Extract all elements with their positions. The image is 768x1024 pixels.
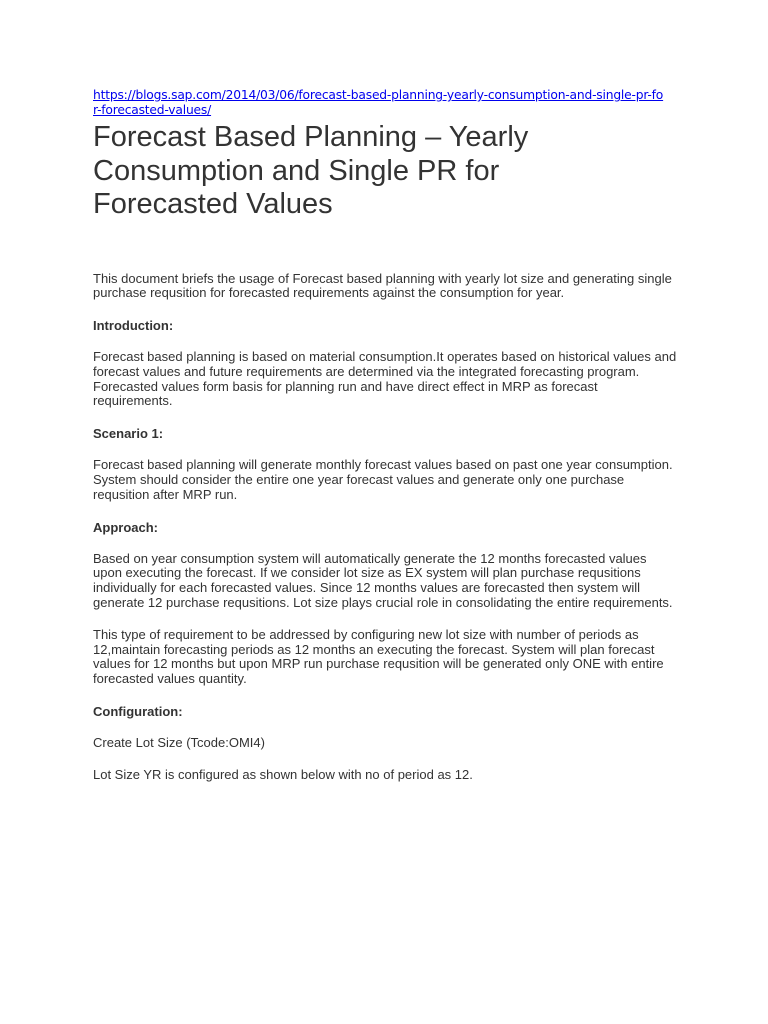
approach-paragraph-1: Based on year consumption system will automatically generate the 12 months forecasted values upon executing the forecast. If we consider lot size as EX system will plan purchase requsitions individually for each forecasted values. Since 12 months values are forecasted then system will generate 12 purchase requsitions. Lot size plays crucial role in consolidating the entire requirements.	[93, 550, 673, 611]
configuration-paragraph-1: Create Lot Size (Tcode:OMI4)	[93, 735, 265, 751]
approach-paragraph-2: This type of requirement to be addressed by configuring new lot size with number of periods as 12,maintain forecasting periods as 12 months an executing the forecast. System will plan forecast values for 12 months but upon MRP run purchase requsition will be generated only ONE with entire forecasted values quantity.	[93, 626, 664, 687]
spacer	[93, 687, 678, 704]
document-page	[93, 88, 678, 783]
configuration-paragraph-2: Lot Size YR is configured as shown below with no of period as 12.	[93, 766, 473, 782]
scenario-1-heading: Scenario 1:	[93, 426, 164, 442]
spacer	[93, 301, 678, 318]
spacer	[93, 441, 678, 458]
spacer	[93, 503, 678, 520]
scenario-1-paragraph: Forecast based planning will generate monthly forecast values based on past one year consumption. System should consider the entire one year forecast values and generate only one purchase requsition after MRP run.	[93, 457, 673, 502]
configuration-heading: Configuration:	[93, 704, 183, 720]
spacer	[93, 535, 678, 552]
spacer	[93, 222, 678, 272]
document-title: Forecast Based Planning – Yearly Consumption and Single PR for Forecasted Values	[93, 121, 529, 220]
spacer	[93, 751, 678, 768]
approach-heading: Approach:	[93, 519, 158, 535]
spacer	[93, 611, 678, 628]
source-link[interactable]: https://blogs.sap.com/2014/03/06/forecast-based-planning-yearly-consumption-and-single-pr-for-forecasted-values/	[93, 88, 664, 117]
introduction-paragraph: Forecast based planning is based on material consumption.It operates based on historical values and forecast values and future requirements are determined via the integrated forecasting program. Forecasted values form basis for planning run and have direct effect in MRP as forecast requirements.	[93, 349, 677, 409]
spacer	[93, 719, 678, 736]
intro-paragraph: This document briefs the usage of Forecast based planning with yearly lot size and generating single purchase requsition for forecasted requirements against the consumption for year.	[93, 270, 672, 301]
spacer	[93, 409, 678, 426]
spacer	[93, 333, 678, 350]
introduction-heading: Introduction:	[93, 318, 174, 334]
